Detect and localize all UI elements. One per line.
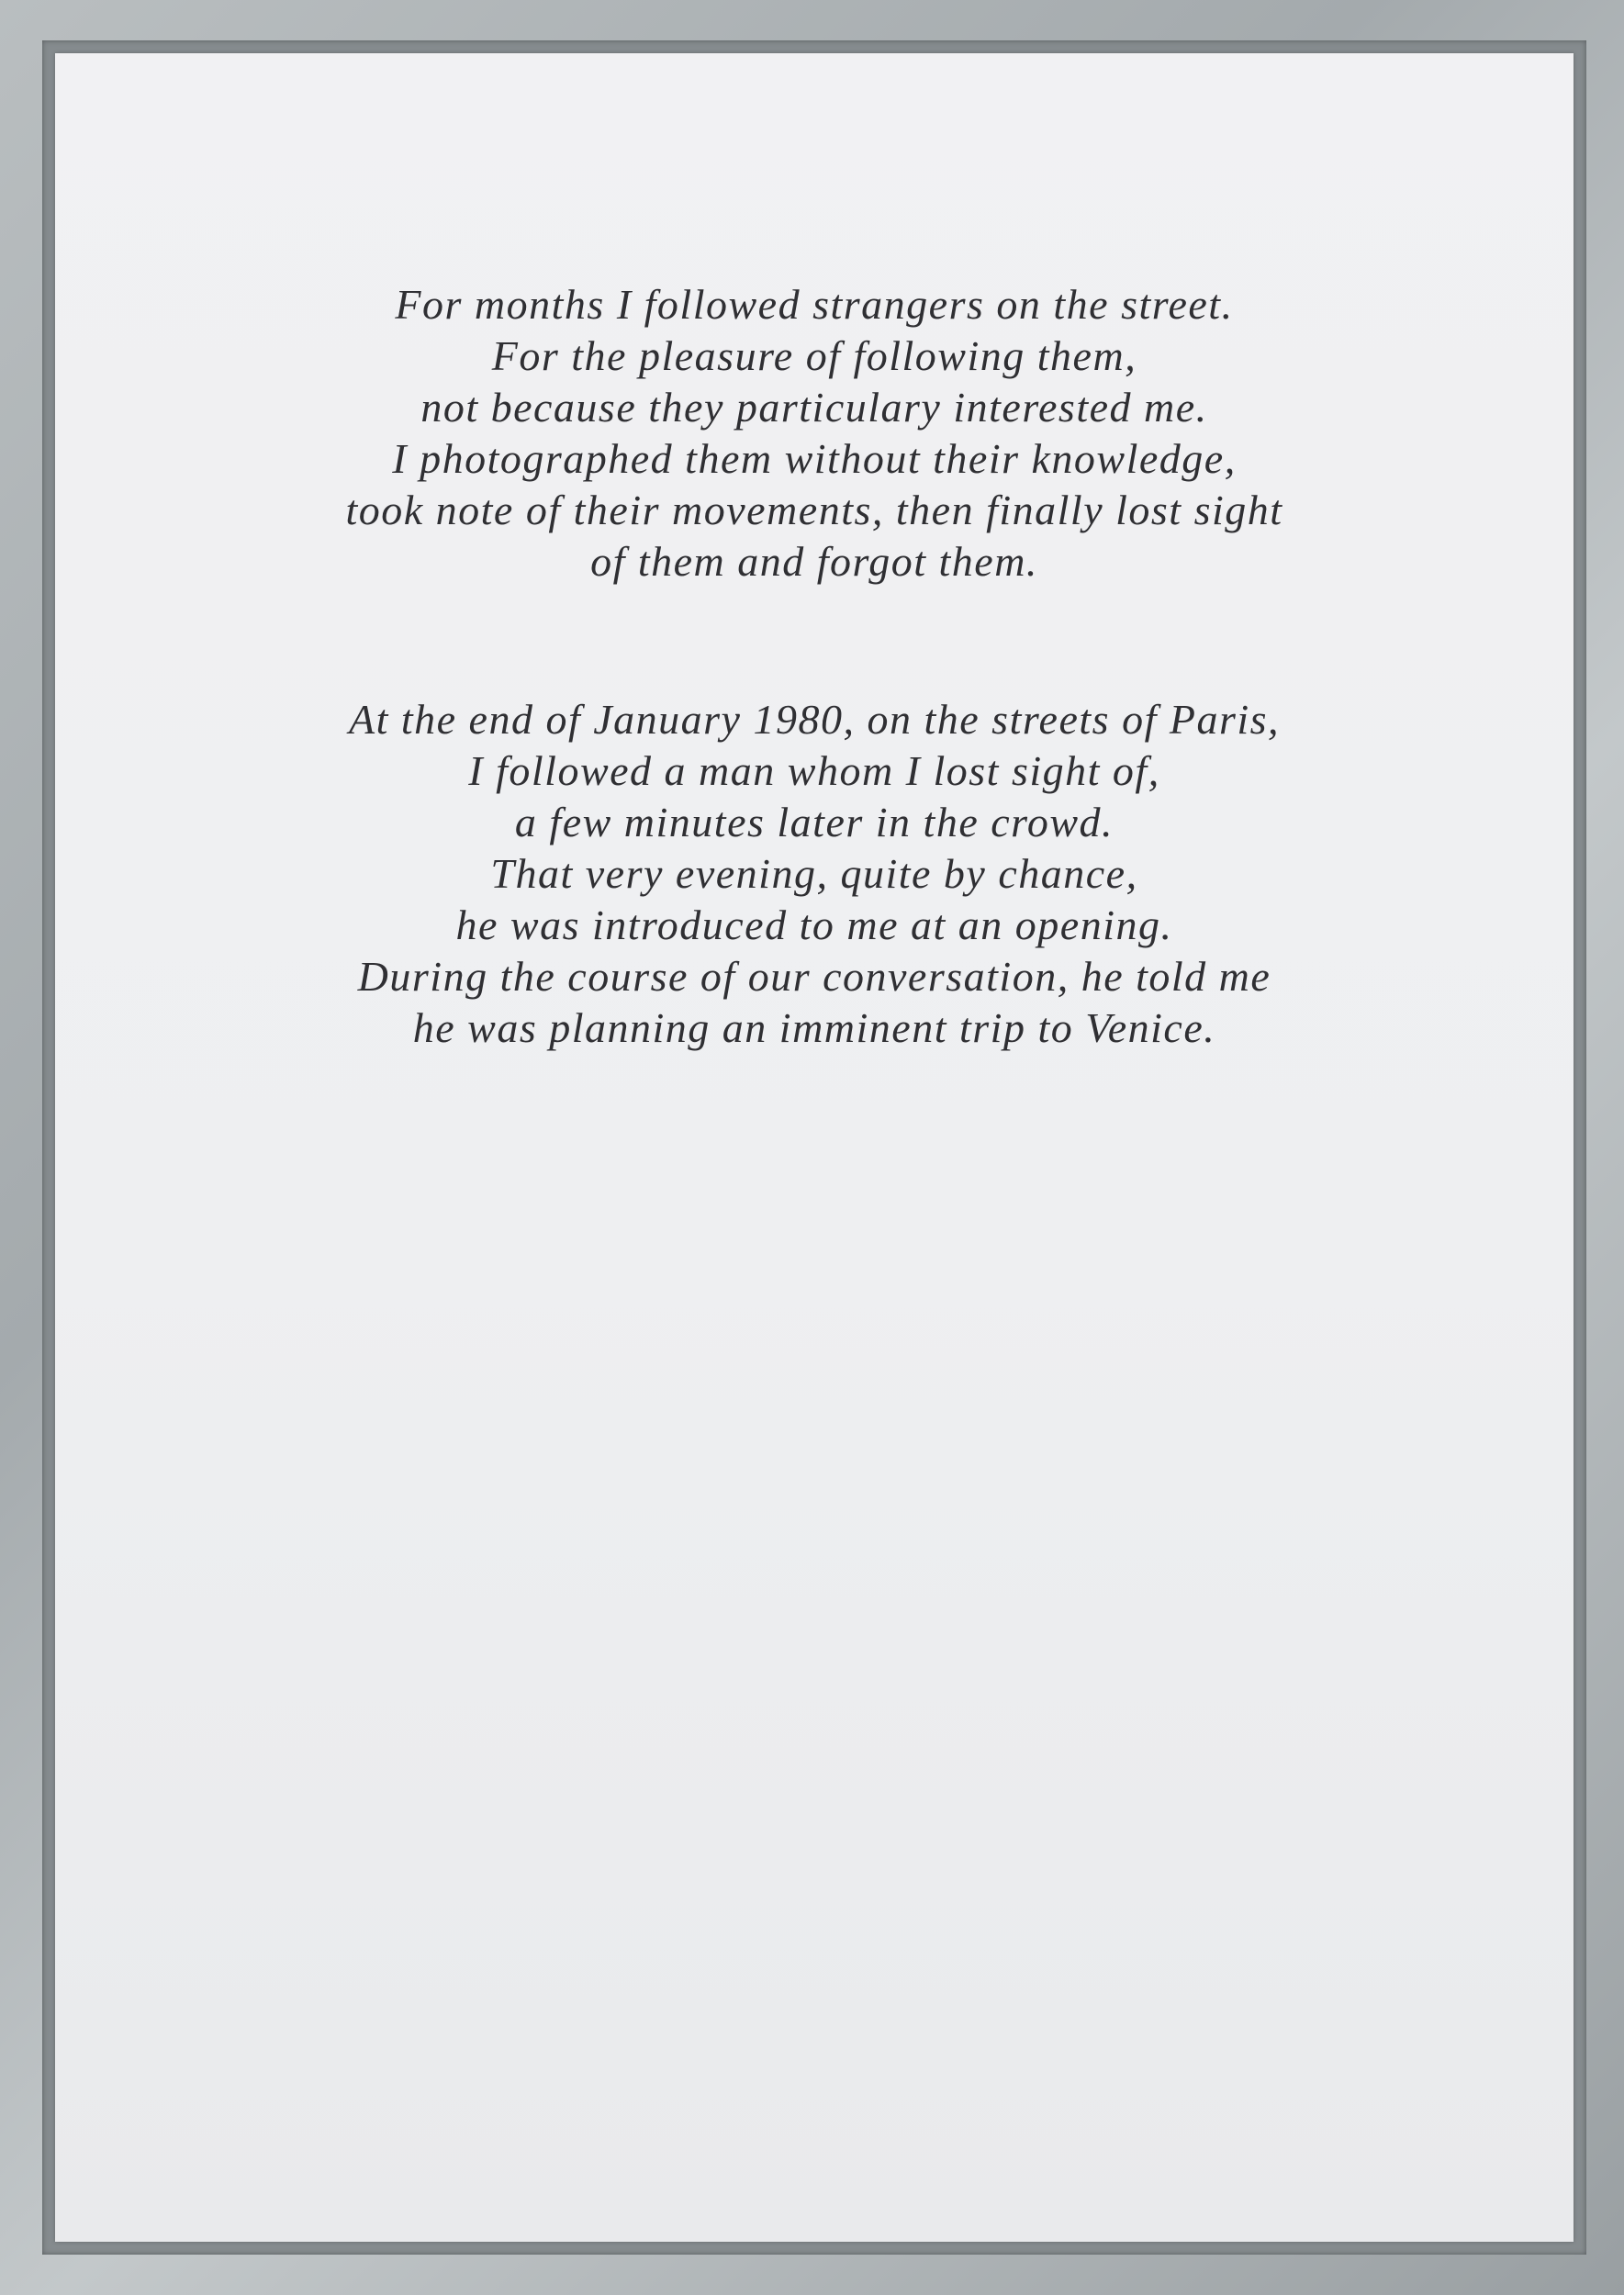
paragraph-1	[55, 279, 1574, 588]
paragraph-line: For the pleasure of following them,	[491, 332, 1137, 379]
paragraph-line: At the end of January 1980, on the streets of Paris,	[348, 696, 1281, 743]
paragraph-line: During the course of our conversation, he told me	[357, 953, 1271, 1000]
paragraph-line: That very evening, quite by chance,	[490, 850, 1138, 897]
paragraph-line: For months I followed strangers on the street.	[395, 281, 1234, 328]
paragraph-line: of them and forgot them.	[590, 538, 1038, 585]
paragraph-line: not because they particulary interested me.	[420, 384, 1208, 431]
paragraph-line: I photographed them without their knowledge,	[392, 435, 1237, 482]
paragraph-line: I followed a man whom I lost sight of,	[468, 747, 1160, 794]
paragraph-line: took note of their movements, then finally lost sight	[345, 487, 1283, 533]
paragraph-line: he was introduced to me at an opening.	[455, 901, 1173, 948]
paragraph-2	[55, 694, 1574, 1054]
paragraph-line: he was planning an imminent trip to Venice.	[412, 1004, 1216, 1051]
paragraph-line: a few minutes later in the crowd.	[514, 799, 1114, 845]
paper-sheet	[55, 53, 1574, 2242]
